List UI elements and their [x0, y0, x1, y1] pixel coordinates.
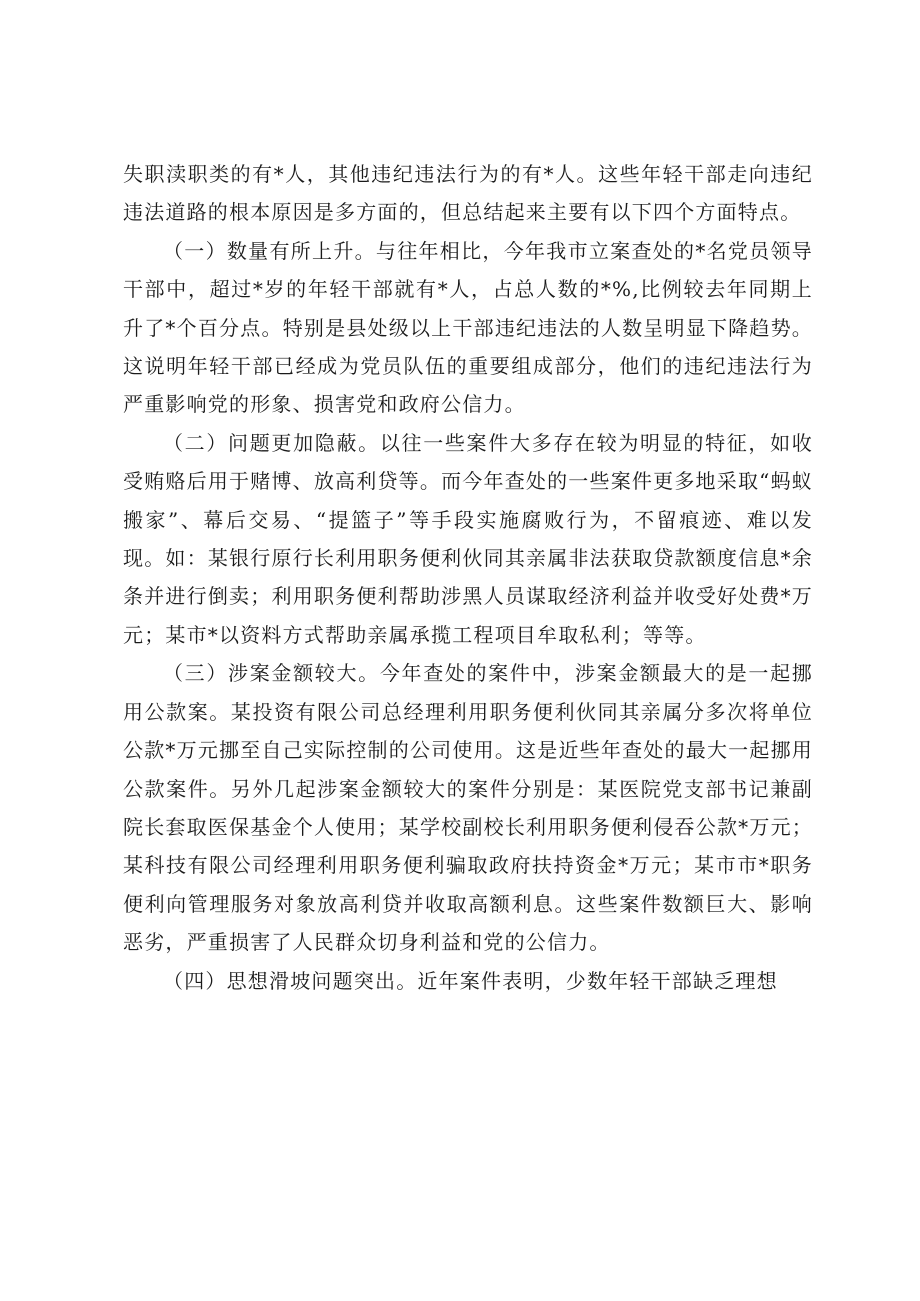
paragraph-point-3: （三）涉案金额较大。今年查处的案件中，涉案金额最大的是一起挪用公款案。某投资有限公司总经理利用职务便利伙同其亲属分多次将单位公款*万元挪至自己实际控制的公司使用。这是近些年查处的最大一起挪用公款案件。另外几起涉案金额较大的案件分别是：某医院党支部书记兼副院长套取医保基金个人使用；某学校副校长利用职务便利侵吞公款*万元；某科技有限公司经理利用职务便利骗取政府扶持资金*万元；某市市*职务便利向管理服务对象放高利贷并收取高额利息。这些案件数额巨大、影响恶劣，严重损害了人民群众切身利益和党的公信力。: [123, 661, 813, 955]
paragraph-intro-continuation: 失职渎职类的有*人，其他违纪违法行为的有*人。这些年轻干部走向违纪违法道路的根本原因是多方面的，但总结起来主要有以下四个方面特点。: [123, 162, 813, 225]
paragraph-point-1: （一）数量有所上升。与往年相比，今年我市立案查处的*名党员领导干部中，超过*岁的年轻干部就有*人，占总人数的*%,比例较去年同期上升了*个百分点。特别是县处级以上干部违纪违法的人数呈明显下降趋势。这说明年轻干部已经成为党员队伍的重要组成部分，他们的违纪违法行为严重影响党的形象、损害党和政府公信力。: [123, 238, 813, 417]
paragraph-point-2: （二）问题更加隐蔽。以往一些案件大多存在较为明显的特征，如收受贿赂后用于赌博、放高利贷等。而今年查处的一些案件更多地采取“蚂蚁搬家”、幕后交易、“提篮子”等手段实施腐败行为，不留痕迹、难以发现。如：某银行原行长利用职务便利伙同其亲属非法获取贷款额度信息*余条并进行倒卖；利用职务便利帮助涉黑人员谋取经济利益并收受好处费*万元；某市*以资料方式帮助亲属承揽工程项目牟取私利；等等。: [123, 430, 813, 647]
document-body: [123, 155, 813, 1000]
paragraph-point-4: （四）思想滑坡问题突出。近年案件表明，少数年轻干部缺乏理想: [163, 968, 778, 993]
